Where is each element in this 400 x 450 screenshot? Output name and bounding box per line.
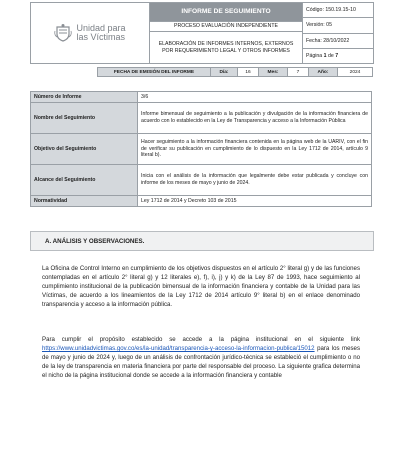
logo-text — [76, 24, 125, 42]
logo-cell — [31, 3, 149, 63]
year-value: 2024 — [337, 68, 372, 76]
table-row — [31, 165, 372, 196]
page-current: 1 — [323, 52, 327, 59]
row-value: 3/6 — [138, 92, 372, 103]
page-number — [303, 48, 373, 63]
page-total: 7 — [335, 52, 339, 59]
day-label: Día: — [210, 68, 237, 76]
table-row — [31, 134, 372, 165]
row-value: Hacer seguimiento a la información financiera contenida en la página web de la UARIV, con el fin de verificar su publicación en cumplimiento de lo dispuesto en la Ley 1712 de 2014, artículo 9 literal b). — [138, 134, 372, 165]
process-name: PROCESO EVALUACIÓN INDEPENDIENTE — [150, 21, 302, 31]
month-label: Mes: — [258, 68, 287, 76]
page-label: Página — [306, 52, 323, 59]
table-row — [31, 103, 372, 134]
transparency-link[interactable]: https://www.unidadvictimas.gov.co/es/la-unidad/transparencia-y-acceso-la-informacion-publica/15012 — [42, 345, 315, 352]
paragraph-2-before: Para cumplir el propósito establecido se accede a la página institucional en el siguiente link — [42, 336, 360, 343]
table-row — [31, 196, 372, 207]
logo-text-line2: las Víctimas — [76, 32, 125, 42]
header-middle — [149, 3, 302, 63]
row-label: Normatividad — [31, 196, 138, 207]
paragraph-2 — [42, 335, 360, 380]
document-title: INFORME DE SEGUIMIENTO — [150, 3, 302, 21]
day-value: 16 — [237, 68, 258, 76]
row-label: Número de Informe — [31, 92, 138, 103]
section-title: A. ANÁLISIS Y OBSERVACIONES. — [45, 237, 145, 245]
document-header — [30, 2, 374, 64]
row-value: Informe bimensual de seguimiento a la publicación y divulgación de la información financiera de acuerdo con lo establecido en la Ley de Transparencia y acceso a la Información Pública — [138, 103, 372, 134]
coat-of-arms-icon — [54, 23, 72, 43]
year-label: Año: — [308, 68, 337, 76]
document-code: Código: 150.19.15-10 — [306, 7, 356, 14]
unidad-victimas-logo — [54, 23, 125, 43]
document-date: Fecha: 28/10/2022 — [303, 33, 373, 48]
month-value: 7 — [287, 68, 308, 76]
report-info-table — [30, 91, 372, 207]
row-label: Objetivo del Seguimiento — [31, 134, 138, 165]
row-value: Ley 1712 de 2014 y Decreto 103 de 2015 — [138, 196, 372, 207]
document-version: Versión: 05 — [303, 17, 373, 32]
row-label: Nombre del Seguimiento — [31, 103, 138, 134]
paragraph-2-after: para los meses de mayo y junio de 2024 y, luego de un análisis de confrontación jurídico-técnica se estableció el cumplimiento o no de la ley de transparencia en materia financiera por parte del responsable del proceso. La siguiente grafica determina el nicho de la página institucional donde se accede a la información financiera y contable — [42, 345, 360, 379]
row-label: Alcance del Seguimiento — [31, 165, 138, 196]
issue-date-bar — [97, 67, 373, 77]
header-right — [302, 3, 373, 63]
logo-text-line1: Unidad para — [76, 23, 126, 33]
issue-date-label: FECHA DE EMISIÓN DEL INFORME — [98, 68, 210, 76]
table-row — [31, 92, 372, 103]
procedure-name: ELABORACIÓN DE INFORMES INTERNOS, EXTERNOS POR REQUERIMIENTO LEGAL Y OTROS INFORMES — [150, 31, 302, 63]
section-header-analysis — [30, 231, 374, 251]
page-of: de — [327, 52, 334, 59]
paragraph-1: La Oficina de Control Interno en cumplimiento de los objetivos dispuestos en el artículo 2° literal g) y de las funciones contempladas en el artículo 2° literal g) y 12 literales e), f), i), j) y k) de la Ley 87 de 1993, hace seguimiento al cumplimiento institucional de la publicación bimensual de la información financiera y contable de la Unidad para las Víctimas, de acuerdo a los lineamientos de la Ley 1712 de 2014 artículo 9° literal b) en el enlace denominado transparencia y acceso a la información pública. — [42, 265, 360, 308]
row-value: Inicia con el análisis de la información que legalmente debe estar publicada y concluye con informe de los meses de mayo y junio de 2024. — [138, 165, 372, 196]
